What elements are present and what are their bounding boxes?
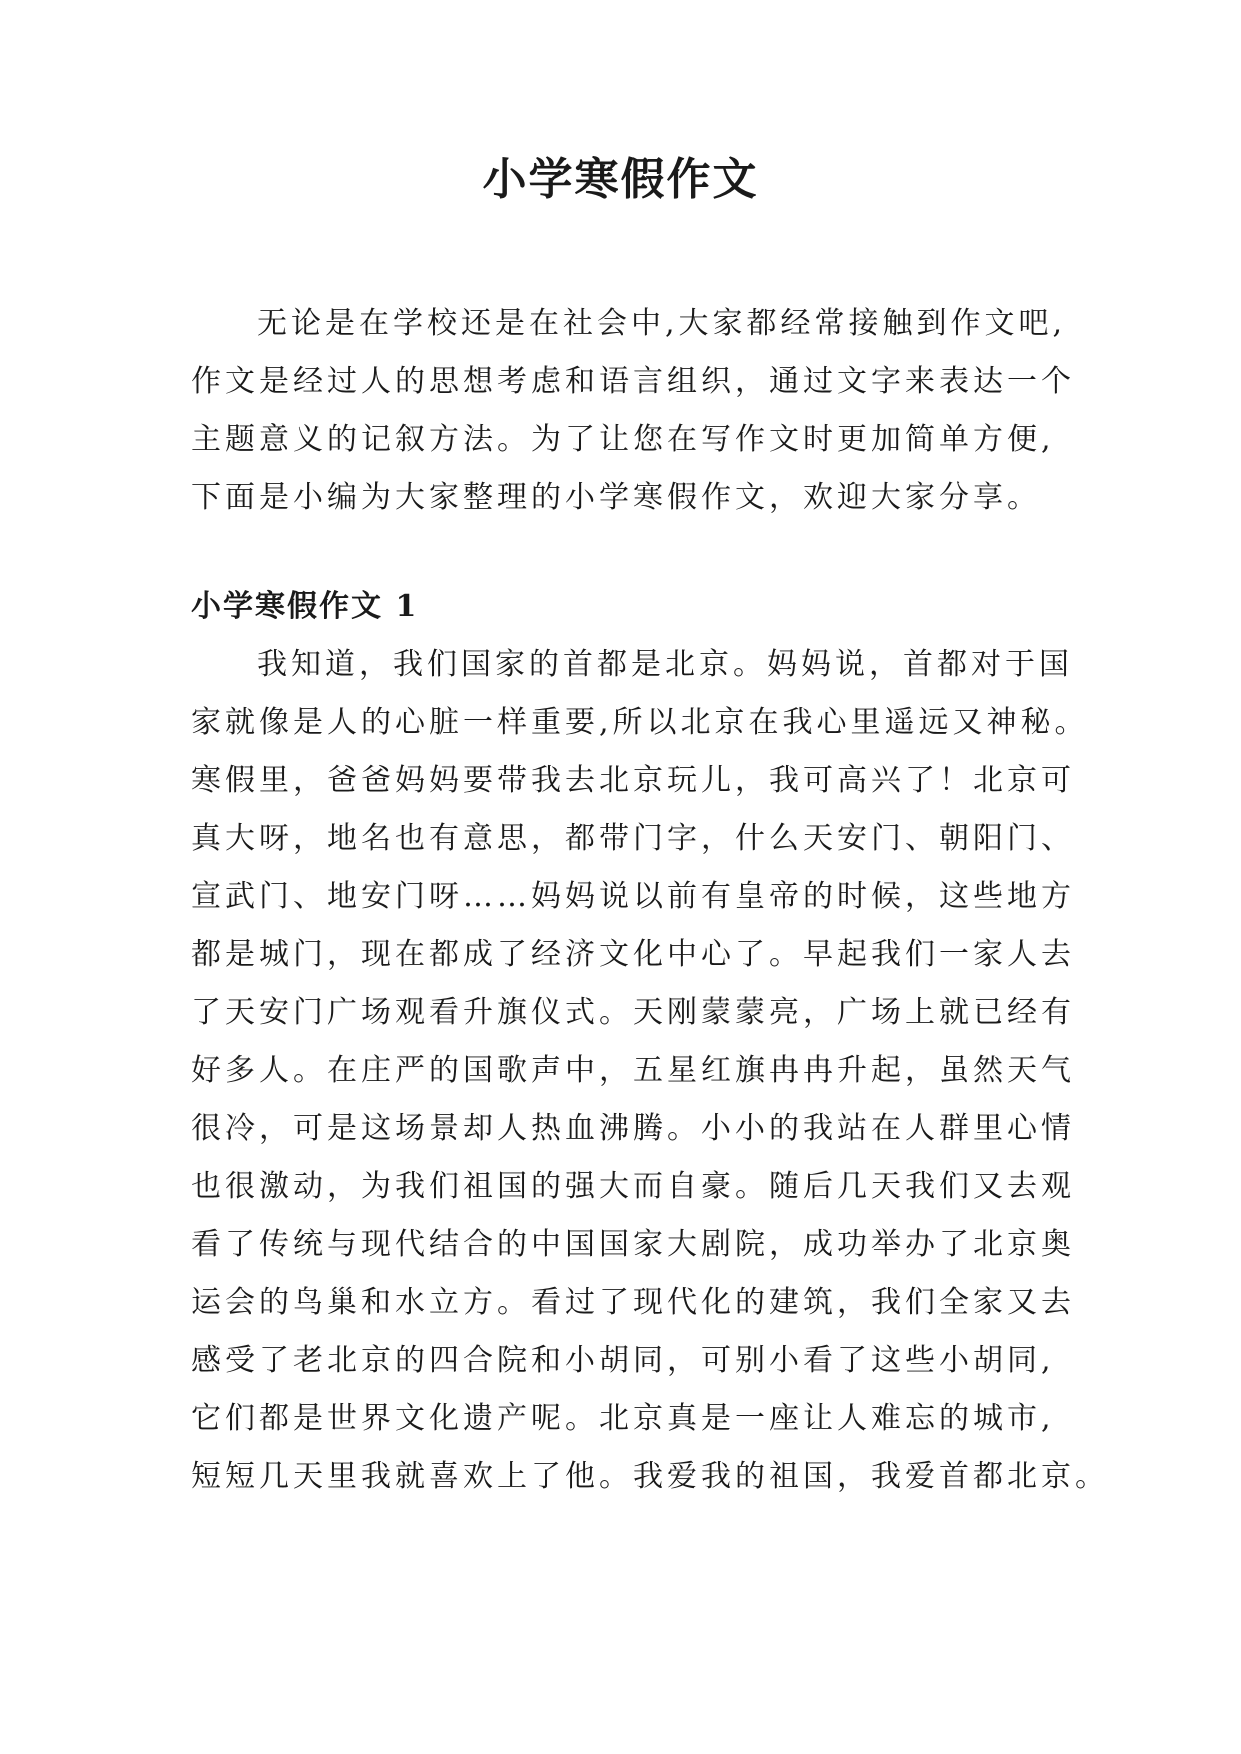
essay-line: 都是城门，现在都成了经济文化中心了。早起我们一家人去 <box>191 937 1075 972</box>
essay-line: 我知道，我们国家的首都是北京。妈妈说，首都对于国 <box>257 647 1073 682</box>
essay-line: 也很激动，为我们祖国的强大而自豪。随后几天我们又去观 <box>191 1169 1075 1204</box>
essay-line: 运会的鸟巢和水立方。看过了现代化的建筑，我们全家又去 <box>191 1285 1075 1320</box>
essay-line: 很冷，可是这场景却人热血沸腾。小小的我站在人群里心情 <box>191 1111 1075 1146</box>
intro-line: 主题意义的记叙方法。为了让您在写作文时更加简单方便, <box>191 422 1055 457</box>
intro-line: 无论是在学校还是在社会中,大家都经常接触到作文吧, <box>257 306 1067 341</box>
essay-line: 短短几天里我就喜欢上了他。我爱我的祖国，我爱首都北京。 <box>191 1459 1109 1494</box>
essay-line: 寒假里，爸爸妈妈要带我去北京玩儿，我可高兴了！北京可 <box>191 763 1075 798</box>
intro-line: 作文是经过人的思想考虑和语言组织，通过文字来表达一个 <box>191 364 1075 399</box>
essay-line: 宣武门、地安门呀……妈妈说以前有皇帝的时候，这些地方 <box>191 879 1075 914</box>
intro-line: 下面是小编为大家整理的小学寒假作文，欢迎大家分享。 <box>191 480 1041 515</box>
essay-line: 真大呀，地名也有意思，都带门字，什么天安门、朝阳门、 <box>191 821 1075 856</box>
section-heading: 小学寒假作文 1 <box>191 589 419 624</box>
essay-paragraph <box>191 636 1109 1506</box>
document-title: 小学寒假作文 <box>482 154 759 205</box>
essay-line: 看了传统与现代结合的中国国家大剧院，成功举办了北京奥 <box>191 1227 1075 1262</box>
intro-paragraph <box>191 295 1075 527</box>
essay-line: 好多人。在庄严的国歌声中，五星红旗冉冉升起，虽然天气 <box>191 1053 1075 1088</box>
essay-line: 家就像是人的心脏一样重要,所以北京在我心里遥远又神秘。 <box>191 705 1089 740</box>
essay-line: 感受了老北京的四合院和小胡同，可别小看了这些小胡同, <box>191 1343 1055 1378</box>
essay-line: 它们都是世界文化遗产呢。北京真是一座让人难忘的城市, <box>191 1401 1055 1436</box>
essay-line: 了天安门广场观看升旗仪式。天刚蒙蒙亮，广场上就已经有 <box>191 995 1075 1030</box>
